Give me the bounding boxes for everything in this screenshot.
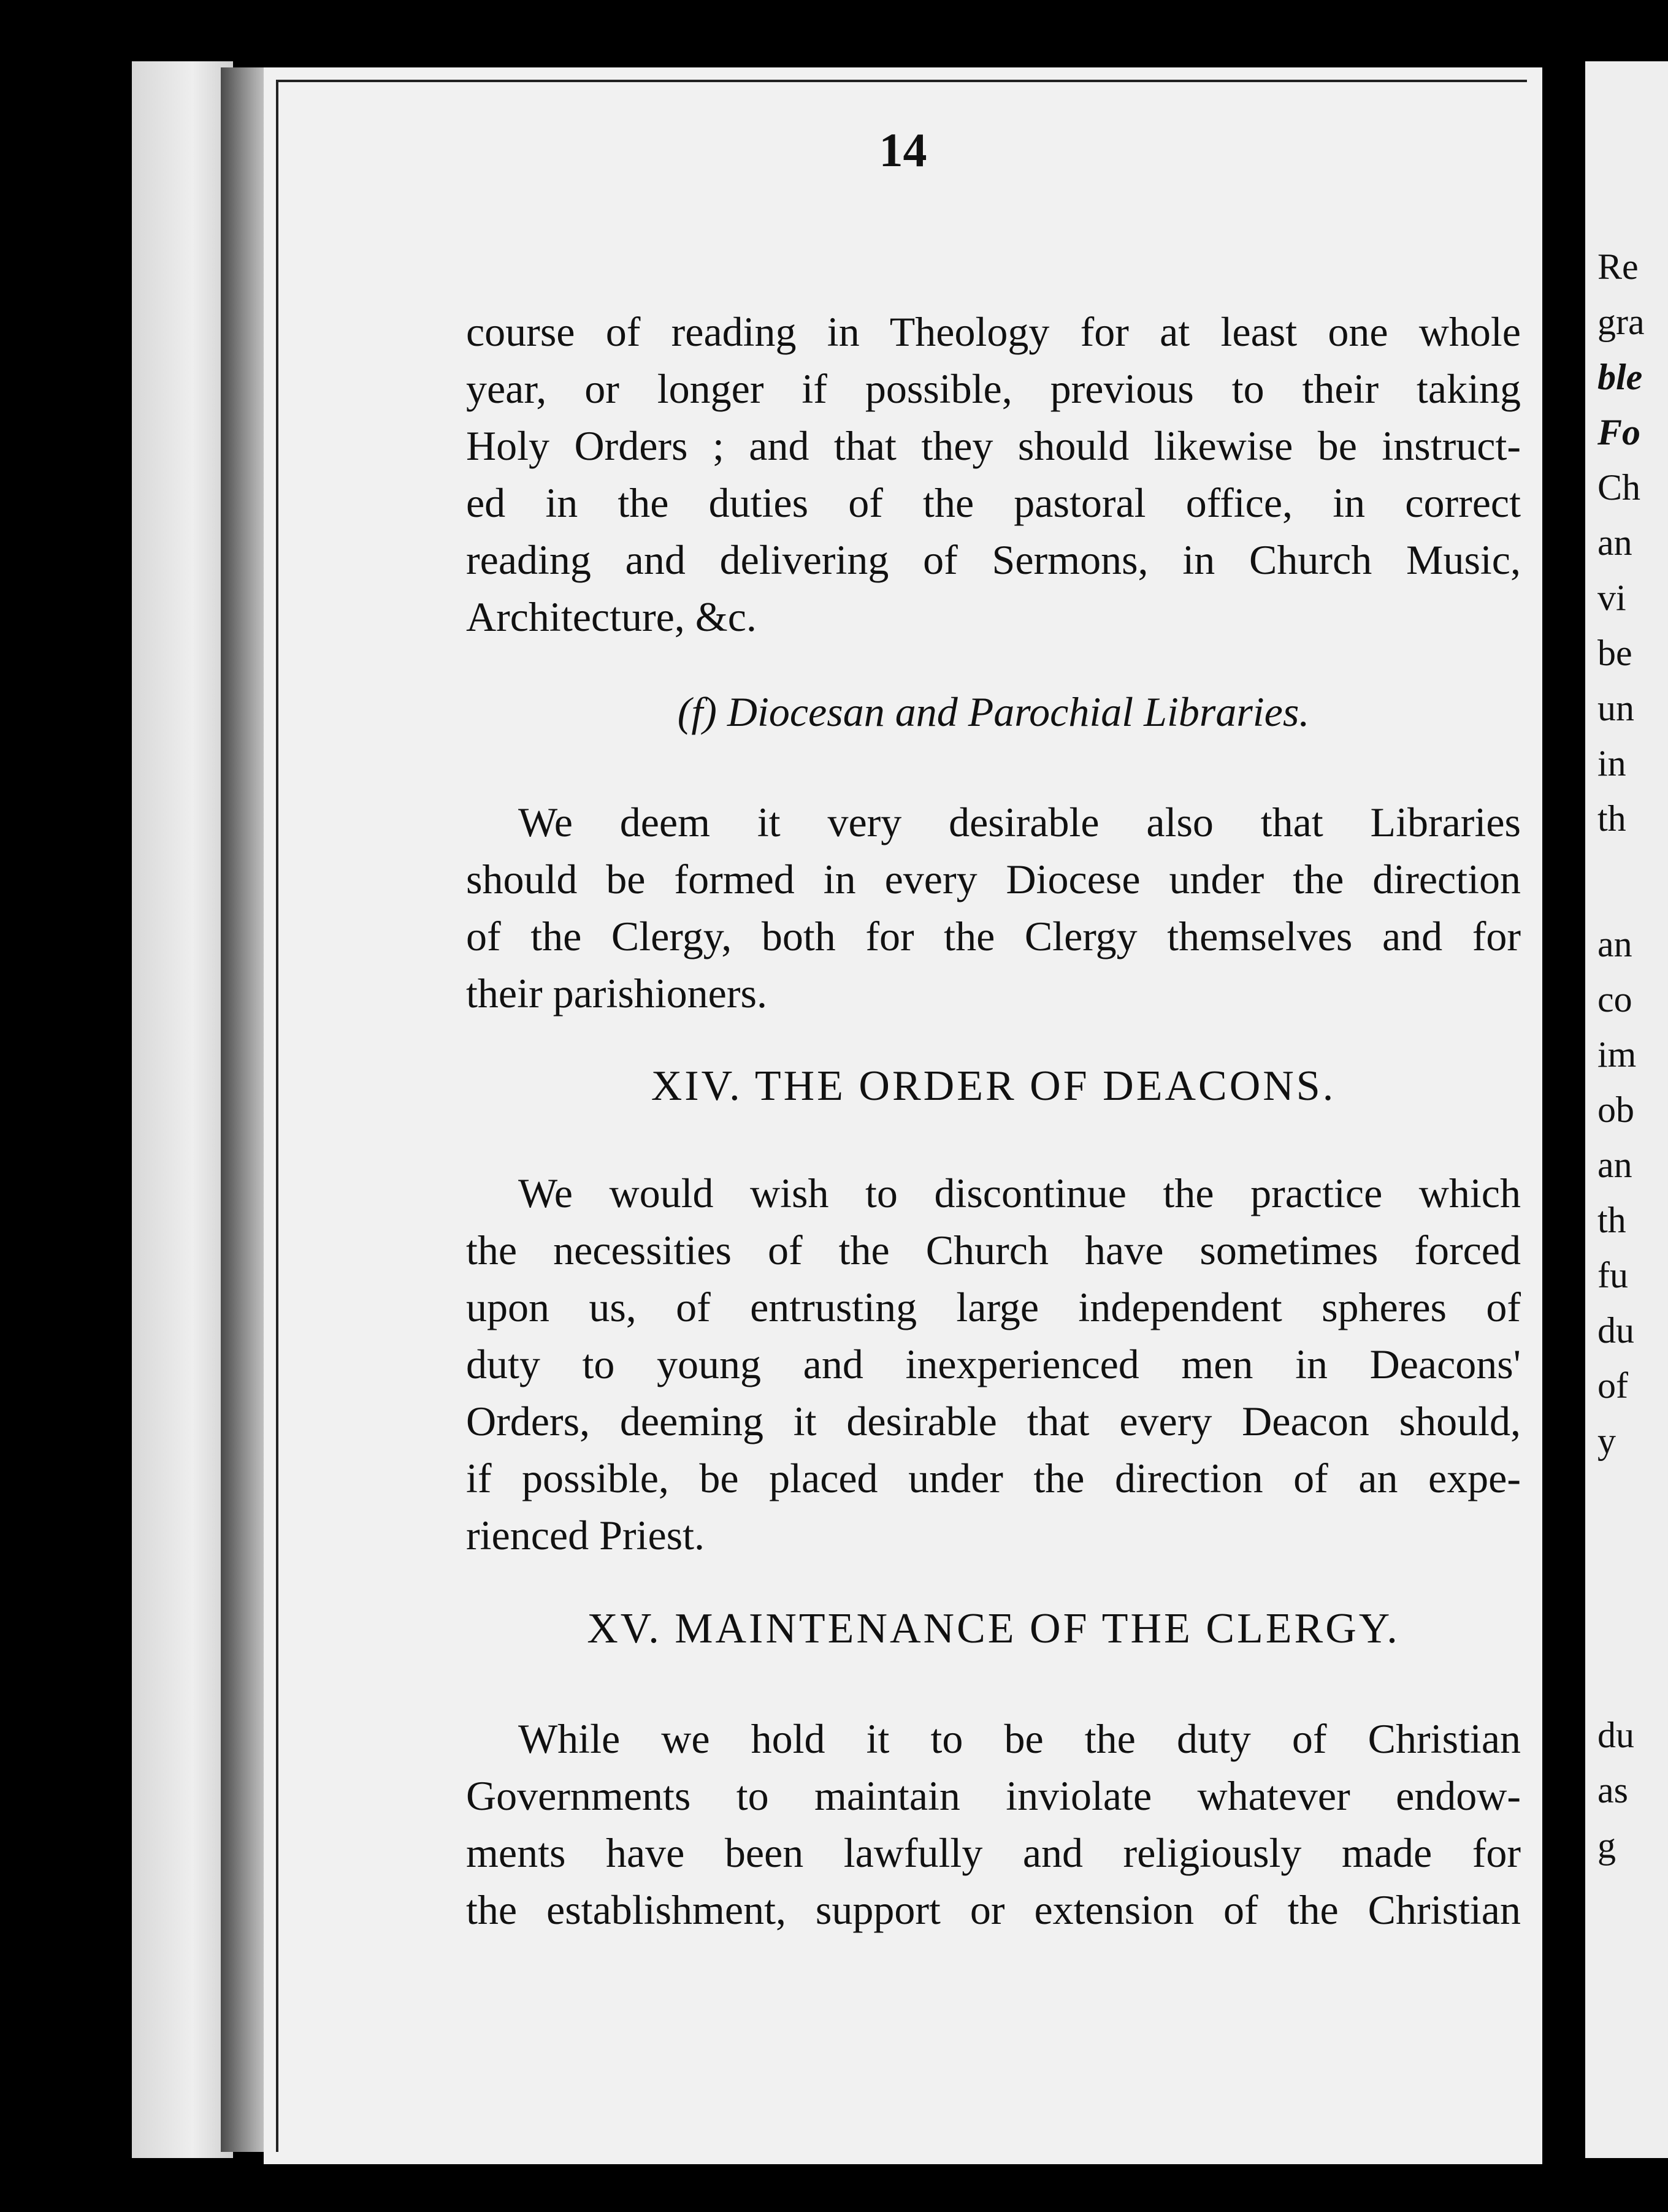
text-line: While we hold it to be the duty of Christian xyxy=(518,1715,1521,1762)
text-line: rienced Priest. xyxy=(466,1512,705,1558)
text-line: ments have been lawfully and religiously made for xyxy=(466,1829,1521,1876)
book-left-edge xyxy=(132,61,233,2158)
fragment-text: Fo xyxy=(1597,412,1641,452)
fragment-text: ob xyxy=(1597,1089,1634,1130)
text-line: should be formed in every Diocese under the direction xyxy=(466,856,1521,902)
text-line: Governments to maintain inviolate whatever endow- xyxy=(466,1772,1521,1819)
fragment-text: gra xyxy=(1597,302,1645,342)
text-line: We deem it very desirable also that Libraries xyxy=(518,799,1521,845)
text-line: ed in the duties of the pastoral office, in correct xyxy=(466,479,1521,526)
paragraph-3 xyxy=(466,1165,1521,1564)
fragment-text: th xyxy=(1597,798,1626,839)
page-frame-top xyxy=(276,80,1527,82)
subheading-diocesan-libraries: (f) Diocesan and Parochial Libraries. xyxy=(677,688,1310,735)
fragment-text: du xyxy=(1597,1715,1634,1755)
fragment-text: ble xyxy=(1597,357,1643,397)
fragment-text: fu xyxy=(1597,1255,1628,1295)
page-frame-left xyxy=(276,80,278,2152)
paragraph-4 xyxy=(466,1710,1521,1939)
text-line: duty to young and inexperienced men in Deacons' xyxy=(466,1341,1521,1387)
fragment-text: in xyxy=(1597,743,1626,784)
fragment-text: im xyxy=(1597,1034,1637,1075)
text-line: reading and delivering of Sermons, in Church Music, xyxy=(466,536,1521,583)
fragment-text: be xyxy=(1597,633,1632,673)
heading-order-of-deacons: XIV. THE ORDER OF DEACONS. xyxy=(651,1062,1336,1110)
fragment-text: y xyxy=(1597,1421,1616,1461)
adjacent-page-fragment xyxy=(1585,61,1668,2158)
text-line: year, or longer if possible, previous to their taking xyxy=(466,365,1521,412)
fragment-text: co xyxy=(1597,979,1632,1020)
text-line: We would wish to discontinue the practice which xyxy=(518,1170,1521,1216)
paragraph-1 xyxy=(466,303,1521,646)
book-page xyxy=(264,67,1542,2164)
text-line: Holy Orders ; and that they should likewise be instruct- xyxy=(466,422,1521,469)
fragment-text: g xyxy=(1597,1825,1616,1866)
text-line: course of reading in Theology for at least one whole xyxy=(466,308,1521,355)
heading-maintenance-of-clergy: XV. MAINTENANCE OF THE CLERGY. xyxy=(587,1605,1400,1652)
fragment-text: du xyxy=(1597,1310,1634,1351)
fragment-text: as xyxy=(1597,1770,1628,1810)
fragment-text: un xyxy=(1597,688,1634,728)
page-gutter-shadow xyxy=(221,67,270,2152)
text-line: upon us, of entrusting large independent spheres of xyxy=(466,1284,1521,1330)
fragment-text: vi xyxy=(1597,578,1626,618)
fragment-text: an xyxy=(1597,522,1632,563)
text-line: the necessities of the Church have sometimes forced xyxy=(466,1227,1521,1273)
fragment-text: of xyxy=(1597,1365,1628,1406)
text-line: Orders, deeming it desirable that every Deacon should, xyxy=(466,1398,1521,1444)
paragraph-2 xyxy=(466,794,1521,1022)
text-line: the establishment, support or extension of the Christian xyxy=(466,1886,1521,1933)
fragment-text: th xyxy=(1597,1200,1626,1240)
fragment-text: Re xyxy=(1597,246,1639,287)
fragment-text: an xyxy=(1597,1145,1632,1185)
text-line: Architecture, &c. xyxy=(466,593,757,640)
text-line: if possible, be placed under the direction of an expe- xyxy=(466,1455,1521,1501)
page-number: 14 xyxy=(879,123,927,177)
text-line: of the Clergy, both for the Clergy themselves and for xyxy=(466,913,1521,959)
text-line: their parishioners. xyxy=(466,970,767,1016)
fragment-text: Ch xyxy=(1597,467,1641,508)
fragment-text: an xyxy=(1597,924,1632,964)
